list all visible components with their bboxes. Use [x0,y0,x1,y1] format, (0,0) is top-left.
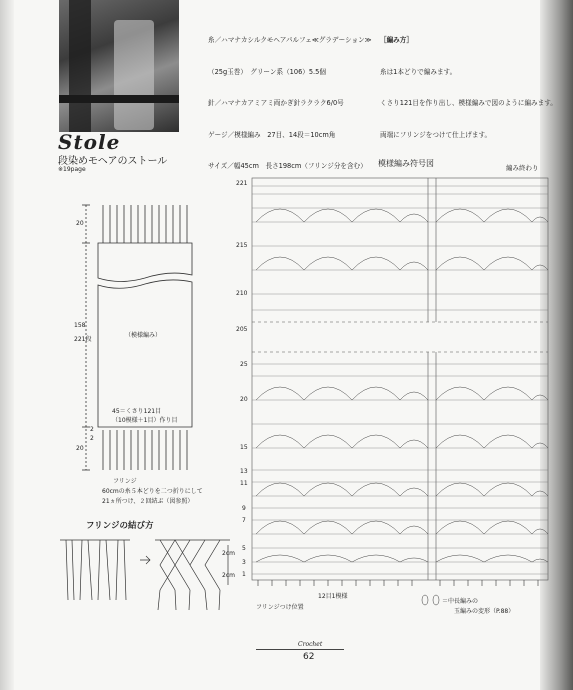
dim-middle-label: 158 [74,322,86,329]
fringe-note-line: 21ヵ所つけ、２回結ぶ（図参照） [102,498,194,505]
footer-logo: Crochet [298,641,323,648]
fringe-position-label: フリンジつけ位置 [256,604,304,611]
materials-line: （25g玉巻） グリーン系（106）5.5個 [208,67,326,76]
width-label: 45＝くさり121目 [112,408,162,415]
materials-line: サイズ／幅45cm 長さ198cm（フリンジ分を含む） [208,162,367,170]
row-label: 210 [236,290,248,297]
legend-symbol [422,595,439,605]
row-label: 5 [242,545,246,552]
top-fringe [103,205,187,243]
materials-line: 針／ハマナカアミアミ両かぎ針ラクラク6/0号 [208,99,344,107]
row-label: 13 [240,468,248,475]
dim-gap-bottom-label: 2 [90,435,94,442]
materials-line: ゲージ／模様編み 27目、14段＝10cm角 [208,130,336,139]
fringe-note-title: フリンジ [113,478,137,485]
footer-divider [256,649,344,650]
page-number: 62 [303,652,315,662]
row-label: 7 [242,517,246,524]
fringe-howto-title: フリンジの結び方 [86,521,154,531]
legend-line: ＝中長編みの [442,598,479,605]
fringe-positions [258,580,538,586]
stitch-chart-rows [252,186,548,574]
legend-line: 玉編みの変形（P.88） [454,608,515,615]
stitch-chart-pattern [256,209,548,562]
row-label: 215 [236,242,248,249]
row-label: 20 [240,396,248,403]
row-label: 15 [240,444,248,451]
materials-line: 糸／ハマナカシルクモヘアパルフェ≪グラデーション≫ [208,36,372,44]
repeat-label: 12目1模様 [318,593,348,600]
fringe-note-line: 60cmの糸５本どりを二つ折りにして [102,488,203,495]
row-label: 9 [242,505,246,512]
instructions-line: 両端にフリンジをつけて仕上げます。 [380,130,492,139]
instructions-line: くさり121目を作り出し、模様編みで図のように編みます。 [380,99,557,107]
row-label: 11 [240,480,248,487]
page-subtitle: 段染めモヘアのストール [58,156,168,167]
chart-end-label: 編み終わり [506,164,539,172]
row-label: 1 [242,571,246,578]
width-sub-label: （10模様＋1目）作り目 [112,417,178,424]
instructions-line: 糸は1本どりで編みます。 [380,67,457,76]
bottom-fringe [103,430,187,470]
dim-gap-top-label: 2 [90,426,94,433]
page-reference: ※19page [58,166,86,173]
row-label: 221 [236,180,248,187]
row-label: 3 [242,559,246,566]
fringe-howto-illustration [60,540,230,610]
chart-title: 模様編み符号図 [378,159,434,168]
body-pattern-label: （模様編み） [125,332,162,339]
instructions-heading: ［編み方］ [380,36,413,44]
dim-bottom-label: 20 [76,445,84,452]
row-label: 25 [240,361,248,368]
fringe-dim-a: 2cm [222,550,235,557]
stitch-chart [252,178,548,580]
dim-top-label: 20 [76,220,84,227]
dim-rows-label: 221段 [74,336,92,343]
fringe-dim-b: 2cm [222,572,235,579]
row-label: 205 [236,326,248,333]
title-script: Stole [58,130,121,154]
